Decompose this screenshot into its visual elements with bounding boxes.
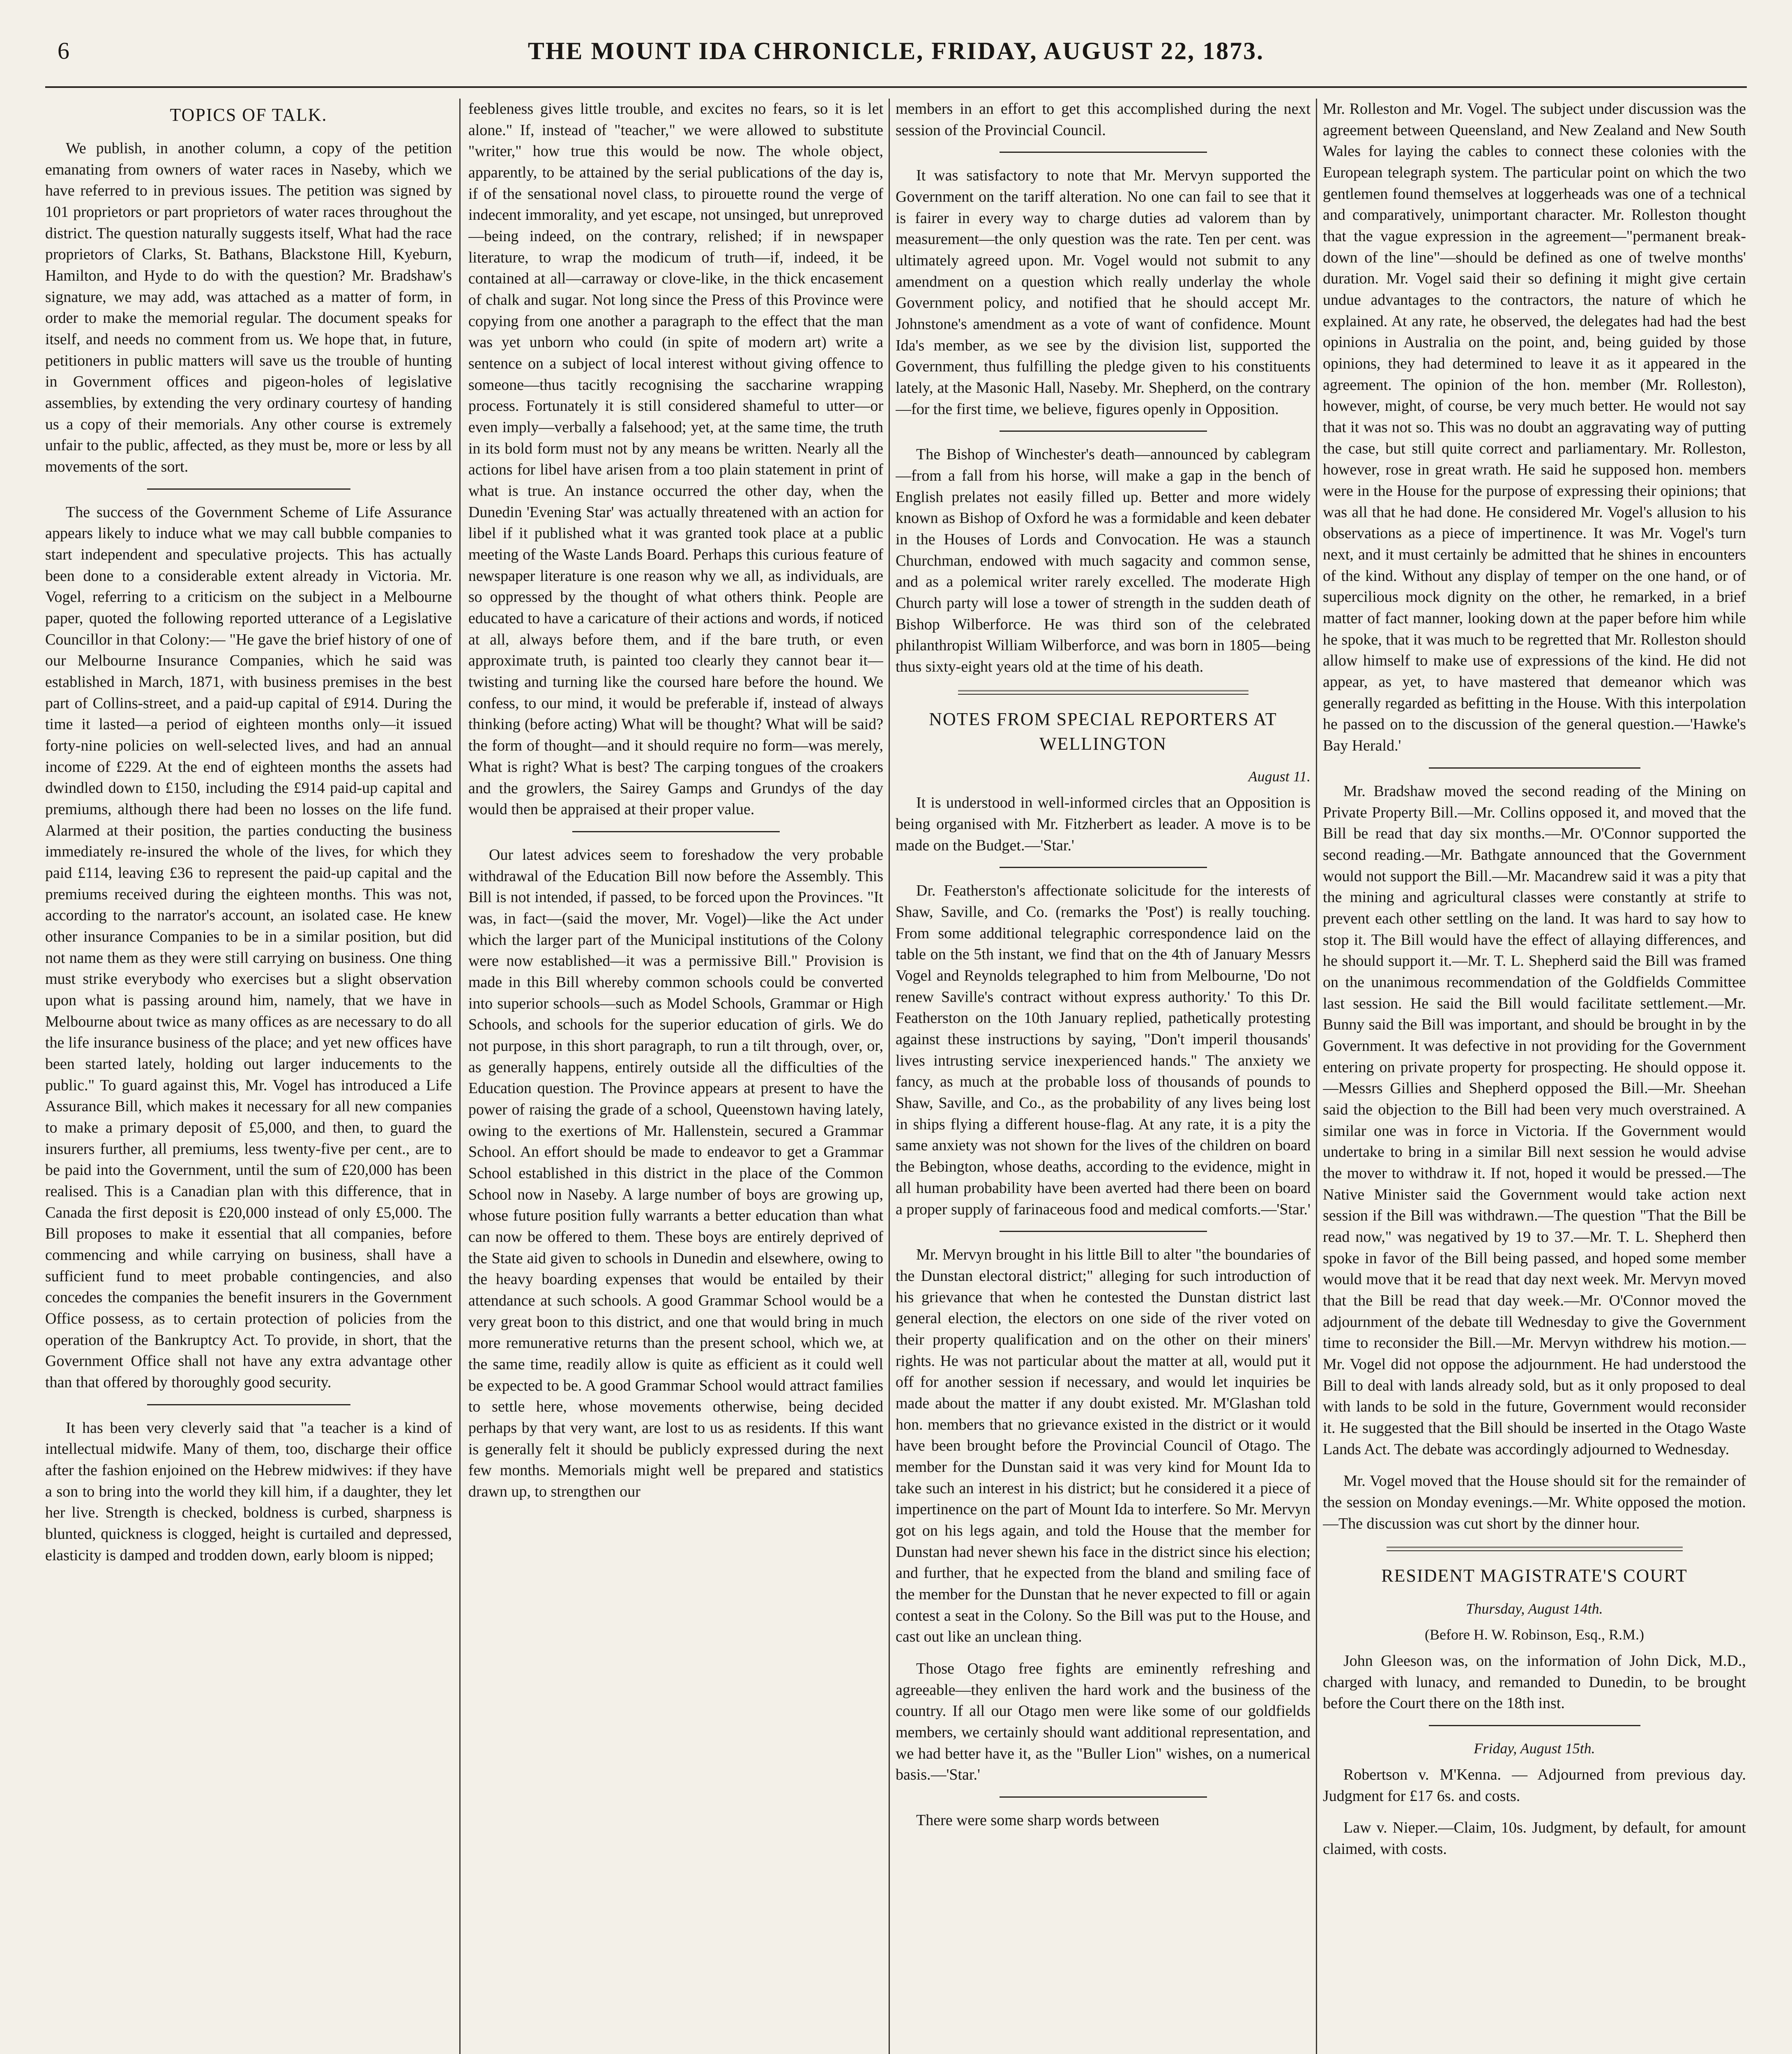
rm-date-thursday: Thursday, August 14th. (1466, 1600, 1603, 1617)
article-teacher: It has been very cleverly said that "a teacher is a kind of intellectual midwife. Many of them, too, discharge their office after the fashion enjoined on the Hebrew midwives: if they have a son to bring into the world they kill him, if a daughter, they let her live. Strength is checked, boldness is curbed, sharpness is blunted, quickness is clogged, height is curtailed and depressed, elasticity is damped and trodden down, early bloom is nipped; (45, 1419, 452, 1564)
column-3 (896, 99, 1311, 2054)
double-divider (1387, 1547, 1683, 1551)
divider (1429, 767, 1640, 769)
page-number: 6 (58, 37, 69, 64)
column-4 (1323, 99, 1746, 2054)
divider (1000, 152, 1207, 153)
column-2 (468, 99, 883, 2054)
article-bishop: The Bishop of Winchester's death—announced by cablegram—from a fall from his horse, will make a gap in the bench of English prelates not easily filled up. Better and more widely known as Bishop of Oxford he was a formidable and keen debater in the Houses of Lords and Convocation. He was a staunch Churchman, endowed with much sagacity and common sense, and as a polemical writer rarely excelled. The moderate High Church party will lose a tower of strength in the sudden death of Bishop Wilberforce. He was third son of the celebrated philanthropist William Wilberforce, and was born in 1805—being thus sixty-eight years old at the time of his death. (896, 446, 1311, 676)
divider (147, 488, 350, 490)
divider (1000, 867, 1207, 868)
article-education-bill: Our latest advices seem to foreshadow the very probable withdrawal of the Education Bill now before the Assembly. This Bill is not intended, if passed, to be forced upon the Provinces. "It was, in fact—(said the mover, Mr. Vogel)—like the Act under which the larger part of the Municipal institutions of the Colony were now established—it was a permissive Bill." Provision is made in this Bill whereby common schools could be converted into superior schools—such as Model Schools, Grammar or High Schools, and schools for the superior education of girls. We do not purpose, in this short paragraph, to run a tilt through, over, or, as generally happens, entirely outside all the difficulties of the Education question. The Province appears at present to have the power of raising the grade of a school, Queenstown having lately, owing to the exertions of Mr. Hallenstein, secured a Grammar School. An effort should be made to endeavor to get a Grammar School established in this district in the place of the Common School now in Naseby. A large number of boys are growing up, whose future position fully warrants a better education than what can now be offered to them. These boys are entirely deprived of the State aid given to schools in Dunedin and elsewhere, owing to the heavy boarding expenses that would be entailed by their attendance at such schools. A good Grammar School would be a very great boon to this district, and one that would bring in much more remunerative returns than the present school, which we, at the same time, readily allow is quite as efficient as it could well be expected to be. A good Grammar School would attract families to settle here, whose movements otherwise, being decided perhaps by that very want, are lost to us as residents. If this want is generally felt it should be publicly expressed during the next few months. Memorials might well be prepared and statistics drawn up, to strengthen our (468, 846, 883, 1500)
wellington-notes-heading: NOTES FROM SPECIAL REPORTERS AT WELLINGTON (929, 709, 1277, 754)
page-header (45, 25, 1747, 88)
rm-magistrate: (Before H. W. Robinson, Esq., R.M.) (1425, 1626, 1644, 1643)
case-law: Law v. Nieper.—Claim, 10s. Judgment, by default, for amount claimed, with costs. (1323, 1819, 1746, 1858)
divider (1000, 1796, 1207, 1798)
double-divider (958, 690, 1248, 695)
topics-of-talk-heading: TOPICS OF TALK. (170, 105, 327, 125)
column-rule (889, 99, 890, 2054)
article-writer-continued: feebleness gives little trouble, and excites no fears, so it is let alone." If, instead of "teacher," we were allowed to substitute "writer," how true this would be now. The whole object, apparently, to be attained by the serial publications of the day is, if of the sensational novel class, to pirouette round the verge of indecent immorality, and yet escape, not unsinged, but unreproved—being indeed, on the contrary, relished; if in newspaper literature, to wrap the modicum of truth—if, indeed, it be contained at all—carraway or clove-like, in the thick encasement of chalk and sugar. Not long since the Press of this Province were copying from one another a paragraph to the effect that the man was yet unborn who could (in spite of modern art) write a sentence on a subject of local interest without giving offence to someone—thus tacitly recognising the saccharine wrapping process. Fortunately it is still considered shameful to utter—or even imply—verbally a falsehood; yet, at the same time, the truth in its bold form must not by any means be written. Nearly all the actions for libel have arisen from a too plain statement in print of what is true. An instance occurred the other day, when the Dunedin 'Evening Star' was actually threatened with an action for libel if it published what it was granted took place at a public meeting of the Waste Lands Board. Perhaps this curious feature of newspaper literature is one reason why we all, as individuals, are so oppressed by the thought of what others think. People are educated to have a caricature of their actions and words, if noticed at all, always before them, and if the bare truth, or even approximate truth, is painted too clearly they cannot bear it—twisting and turning like the coursed hare before the hound. We confess, to our mind, it would be preferable if, instead of always thinking (before acting) What will be thought? What will be said? the form of thought—and it should require no form—was merely, What is right? What is best? The carping tongues of the croakers and the growlers, the Sairey Gamps and Grundys of the day would then be appraised at their proper value. (468, 100, 883, 818)
item-mining-bill: Mr. Bradshaw moved the second reading of the Mining on Private Property Bill.—Mr. Collins opposed it, and moved that the Bill be read that day six months.—Mr. O'Connor supported the second reading.—Mr. Bathgate announced that the Government would not support the Bill.—Mr. Macandrew said it was a pity that the mining and agricultural classes were constantly at strife to prevent each other settling on the land. It was hard to say how to stop it. The Bill would have the effect of allaying differences, and he should support it.—Mr. T. L. Shepherd said the Bill was framed on the unanimous recommendation of the Goldfields Committee last session. He said the Bill would facilitate settlement.—Mr. Bunny said the Bill was important, and should be brought in by the Government. It was defective in not providing for the Government entering on private property for prospecting. He should oppose it.—Messrs Gillies and Shepherd opposed the Bill.—Mr. Sheehan said the objection to the Bill had been very much overstrained. A similar one was in force in Victoria. If the Government would undertake to bring in a similar Bill next session he would advise the mover to withdraw it. If not, hoped it would be pressed.—The Native Minister said the Government would take action next session if the Bill was withdrawn.—The question "That the Bill be read now," was negatived by 19 to 37.—Mr. T. L. Shepherd then spoke in favor of the Bill being passed, and hoped some member would move that it be read that day next week. Mr. Mervyn moved that the Bill be read that day week.—Mr. O'Connor moved the adjournment of the debate till Wednesday to give the Government time to reconsider the Bill.—Mr. Mervyn withdrew his motion.—Mr. Vogel did not oppose the adjournment. He had understood the Bill to deal with lands already sold, but as it only proposed to deal with lands to be sold in the future, Government would reconsider it. He suggested that the Bill should be inserted in the Otago Waste Lands Act. The debate was accordingly adjourned to Wednesday. (1323, 782, 1746, 1458)
column-rule (459, 99, 461, 2054)
column-1 (45, 99, 452, 2054)
rm-court-heading: RESIDENT MAGISTRATE'S COURT (1381, 1566, 1688, 1586)
case-gleeson: John Gleeson was, on the information of John Dick, M.D., charged with lunacy, and remanded to Dunedin, to be brought before the Court there on the 18th inst. (1323, 1652, 1746, 1712)
article-education-continued: members in an effort to get this accomplished during the next session of the Provincial Council. (896, 100, 1311, 139)
newspaper-masthead: THE MOUNT IDA CHRONICLE, FRIDAY, AUGUST 22, 1873. (527, 37, 1265, 64)
item-sharp-words: There were some sharp words between (916, 1811, 1159, 1829)
divider (572, 831, 780, 832)
divider (1000, 431, 1207, 432)
item-cable-debate: Mr. Rolleston and Mr. Vogel. The subject under discussion was the agreement between Queensland, and New Zealand and New South Wales for laying the cables to connect these colonies with the European telegraph system. The particular point on which the two gentlemen found themselves at loggerheads was one of a technical and comparatively, unimportant character. Mr. Rolleston thought that the vague expression in the agreement—"permanent break-down of the line"—should be defined as one of twelve months' duration. Mr. Vogel said their so defining it might give certain undue advantages to the contractors, the nature of which he explained. At any rate, he observed, the delegates had had the best opinions in Australia on the point, and, being guided by those opinions, they had determined to leave it as it appeared in the agreement. The opinion of the hon. member (Mr. Rolleston), however, might, of course, be very much better. He would not say that it was not so. This was no doubt an aggravating way of putting the case, but still quite correct and parliamentary. Mr. Rolleston, however, rose in great wrath. He said he supposed hon. members were in the House for the purpose of expressing their opinions; that was all that he had done. He considered Mr. Vogel's allusion to his observations as a piece of impertinence. It was Mr. Vogel's turn next, and it must certainly be admitted that he shines in encounters of the kind. Without any display of temper on the one hand, or of supercilious mock dignity on the other, he remarked, in a brief matter of fact manner, looking down at the paper before him while he spoke, that it was much to be regretted that Mr. Rolleston should allow himself to make use of expressions of the kind. He did not appear, as yet, to have mastered that demeanor which was generally regarded as befitting in the House. With this interpolation he passed on to the discussion of the general question.—'Hawke's Bay Herald.' (1323, 100, 1746, 755)
article-life-assurance: The success of the Government Scheme of Life Assurance appears likely to induce what we may call bubble companies to start independent and speculative projects. This has actually been done to a considerable extent already in Victoria. Mr. Vogel, referring to a criticism on the subject in a Melbourne paper, quoted the following reported utterance of a Legislative Councillor in that Colony:— "He gave the brief history of one of our Melbourne Insurance Companies, which he said was established in March, 1871, with business premises in the best part of Collins-street, and a paid-up capital of £914. During the time it lasted—a period of eighteen months only—it issued forty-nine policies on well-selected lives, and had an annual income of £229. At the end of eighteen months the assets had dwindled down to £150, including the £914 paid-up capital and premiums, although there had been no losses on the life fund. Alarmed at their position, the parties conducting the business immediately re-insured the whole of the lives, for which they paid £114, leaving £36 to represent the paid-up capital and the premiums received during the eighteen months. This was not, according to the narrator's account, an isolated case. He knew other insurance Companies to be in a similar position, but did not name them as they were still carrying on business. One thing must strike everybody who exercises but a slight observation upon what is passing around him, namely, that we have in Melbourne about twice as many offices as are necessary to do all the life insurance business of the place; and yet new offices have been started lately, holding out larger inducements to the public." To guard against this, Mr. Vogel has introduced a Life Assurance Bill, which makes it necessary for all new companies to make a primary deposit of £5,000, and then, to guard the insurers further, all premiums, less twenty-five per cent., are to be paid into the Government, until the sum of £20,000 has been realised. This is a Canadian plan with this difference, that in Canada the first deposit is £20,000 instead of only £5,000. The Bill proposes to make it essential that all companies, before commencing and while carrying on business, shall have a sufficient fund to meet probable contingencies, and also concedes the companies the benefit insurers in the Government Office possess, as to certain protection of policies from the operation of the Bankruptcy Act. To provide, in short, that the Government Office shall not have any extra advantage other than that offered by thoroughly good security. (45, 503, 452, 1391)
item-monday-sittings: Mr. Vogel moved that the House should sit for the remainder of the session on Monday evenings.—Mr. White opposed the motion.—The discussion was cut short by the dinner hour. (1323, 1472, 1746, 1532)
article-tariff: It was satisfactory to note that Mr. Mervyn supported the Government on the tariff alteration. No one can fail to see that it is fairer in every way to charge duties ad valorem than by measurement—the only question was the rate. Ten per cent. was ultimately agreed upon. Mr. Vogel would not submit to any amendment on a question which really underlay the whole Government policy, and notified that he should accept Mr. Johnstone's amendment as a vote of want of confidence. Mount Ida's member, as we see by the division list, supported the Government, thus fulfilling the pledge given to his constituents lately, at the Masonic Hall, Naseby. Mr. Shepherd, on the contrary—for the first time, we believe, figures openly in Opposition. (896, 167, 1311, 418)
divider (1000, 1231, 1207, 1232)
divider (1429, 1725, 1640, 1726)
item-otago-fights: Those Otago free fights are eminently refreshing and agreeable—they enliven the hard work and the business of the country. If all our Otago men were like some of our goldfields members, we certainly should want additional representation, and we had better have it, as the "Buller Lion" wishes, on a numerical basis.—'Star.' (896, 1660, 1311, 1784)
case-robertson: Robertson v. M'Kenna. — Adjourned from previous day. Judgment for £17 6s. and costs. (1323, 1766, 1746, 1805)
divider (147, 1404, 350, 1405)
wellington-notes-date: August 11. (1248, 768, 1311, 785)
column-rule (1316, 99, 1317, 2054)
item-featherston: Dr. Featherston's affectionate solicitude for the interests of Shaw, Saville, and Co. (remarks the 'Post') is really touching. From some additional telegraphic correspondence laid on the table on the 5th instant, we find that on the 4th of January Messrs Vogel and Reynolds telegraphed to him from Melbourne, 'Do not renew Saville's contract without express authority.' To this Dr. Featherston on the 10th January replied, pathetically protesting against these instructions by saying, "Don't imperil thousands' lives intrusting service inexperienced hands." The anxiety we fancy, as much at the probable loss of thousands of pounds to Shaw, Saville, and Co., as the probability of any lives being lost in ships flying a different house-flag. At any rate, it is a pity the same anxiety was not shown for the lives of the children on board the Bebington, whose deaths, according to the evidence, might in all human probability have been averted had there been on board a proper supply of farinaceous food and medical comforts.—'Star.' (896, 882, 1311, 1218)
article-petition: We publish, in another column, a copy of the petition emanating from owners of water races in Naseby, which we have referred to in previous issues. The petition was signed by 101 proprietors or part proprietors of water races throughout the district. The question naturally suggests itself, What had the race proprietors of Clarks, St. Bathans, Blackstone Hill, Kyeburn, Hamilton, and Hyde to do with the question? Mr. Bradshaw's signature, we may add, was attached as a matter of form, in order to make the memorial regular. The document speaks for itself, and needs no comment from us. We hope that, in future, petitioners in public matters will save us the trouble of hunting in Government offices and pigeon-holes of legislative assemblies, by extending the very ordinary courtesy of handing us a copy of their memorials. Any other course is extremely unfair to the public, affected, as they must be, more or less by all movements of the sort. (45, 139, 452, 475)
rm-date-friday: Friday, August 15th. (1474, 1740, 1595, 1757)
item-mervyn: Mr. Mervyn brought in his little Bill to alter "the boundaries of the Dunstan electoral district;" alleging for such introduction of his grievance that when he contested the Dunstan district last general election, the electors on one side of the river voted on their property qualification and on the other on their miners' rights. He was not particular about the matter at all, would put it off for another session if necessary, and would let inquiries be made about the matter if any doubt existed. Mr. M'Glashan told hon. members that no grievance existed in the district or it would have been brought before the Provincial Council of Otago. The member for the Dunstan said it was very kind for Mount Ida to take such an interest in his district; but he considered it a piece of impertinence on the part of Mount Ida to interfere. So Mr. Mervyn got on his legs again, and told the House that the member for Dunstan had never shewn his face in the district since his election; and further, that he expected from the bland and smiling face of the member for the Dunstan that he never expected to fill or again contest a seat in the Colony. So the Bill was put to the House, and cast out like an unclean thing. (896, 1246, 1311, 1646)
item-fitzherbert: It is understood in well-informed circles that an Opposition is being organised with Mr. Fitzherbert as leader. A move is to be made on the Budget.—'Star.' (896, 794, 1311, 854)
